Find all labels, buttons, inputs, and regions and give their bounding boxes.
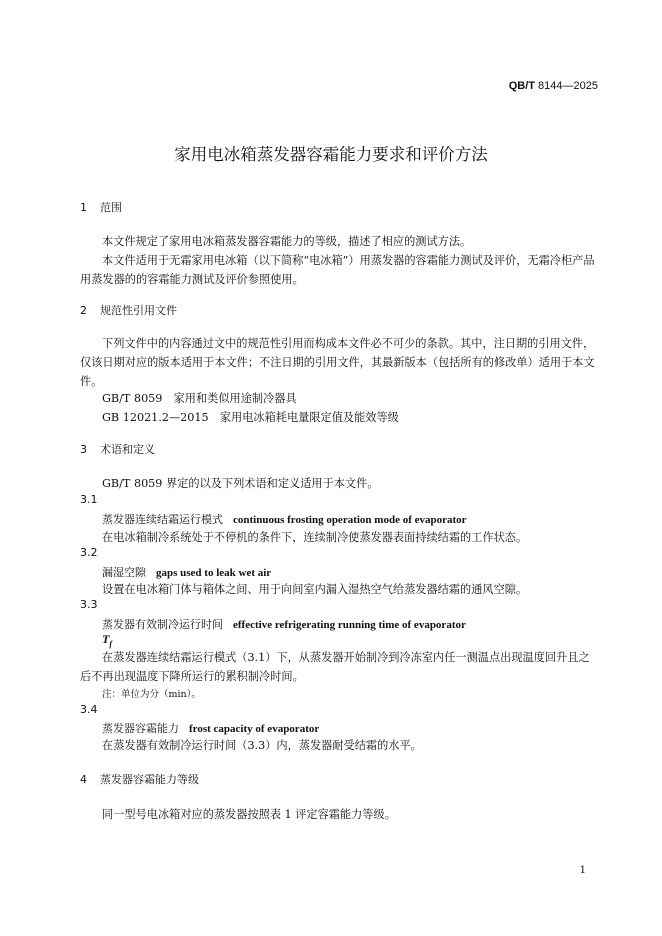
- document-title: 家用电冰箱蒸发器容霜能力要求和评价方法: [174, 145, 488, 164]
- standard-code: QB/T 8144—2025: [508, 80, 598, 92]
- term-3-3-symbol: $T_f$: [102, 632, 113, 649]
- term-3-2-definition: 设置在电冰箱门体与箱体之间、用于向间室内漏入湿热空气给蒸发器结霜的通风空隙。: [102, 583, 528, 596]
- section-3-heading: 3 术语和定义: [80, 443, 155, 456]
- section-2-paragraph-1: 下列文件中的内容通过文中的规范性引用而构成本文件必不可少的条款。其中，注日期的引用文件，仅该日期对应的版本适用于本文件；不注日期的引用文件，其最新版本（包括所有的修改单）适用于本文件。: [80, 337, 595, 388]
- term-3-4-definition: 在蒸发器有效制冷运行时间（3.3）内，蒸发器耐受结霜的水平。: [102, 739, 422, 752]
- term-3-3-number: 3.3: [80, 598, 98, 611]
- section-1-paragraph-1: 本文件规定了家用电冰箱蒸发器容霜能力的等级，描述了相应的测试方法。: [102, 235, 472, 248]
- term-3-2-number: 3.2: [80, 546, 98, 559]
- reference-1: GB/T 8059 家用和类似用途制冷器具: [102, 392, 297, 405]
- term-3-1-title: 蒸发器连续结霜运行模式 continuous frosting operation mode of evaporator: [102, 513, 467, 526]
- section-4-paragraph-1: 同一型号电冰箱对应的蒸发器按照表 1 评定容霜能力等级。: [102, 808, 396, 821]
- section-1-heading: 1 范围: [80, 201, 122, 214]
- term-3-4-number: 3.4: [80, 703, 98, 716]
- section-3-intro: GB/T 8059 界定的以及下列术语和定义适用于本文件。: [102, 477, 379, 490]
- term-3-2-title: 漏湿空隙 gaps used to leak wet air: [102, 566, 272, 579]
- term-3-3-note: 注：单位为分（min）。: [102, 689, 201, 700]
- section-1-paragraph-2: 本文件适用于无霜家用电冰箱（以下简称“电冰箱”）用蒸发器的容霜能力测试及评价，无霜冷柜产品用蒸发器的的容霜能力测试及评价参照使用。: [80, 254, 595, 286]
- page-number: 1: [579, 865, 586, 876]
- term-3-3-title: 蒸发器有效制冷运行时间 effective refrigerating running time of evaporator: [102, 618, 466, 631]
- section-4-heading: 4 蒸发器容霜能力等级: [80, 773, 199, 786]
- reference-2: GB 12021.2—2015 家用电冰箱耗电量限定值及能效等级: [102, 411, 399, 424]
- term-3-4-title: 蒸发器容霜能力 frost capacity of evaporator: [102, 722, 320, 735]
- term-3-1-number: 3.1: [80, 493, 98, 506]
- term-3-3-definition: 在蒸发器连续结霜运行模式（3.1）下，从蒸发器开始制冷到冷冻室内任一测温点出现温度回升且之后不再出现温度下降所运行的累积制冷时间。: [80, 651, 590, 683]
- section-2-heading: 2 规范性引用文件: [80, 304, 177, 317]
- term-3-1-definition: 在电冰箱制冷系统处于不停机的条件下，连续制冷使蒸发器表面持续结霜的工作状态。: [102, 531, 528, 544]
